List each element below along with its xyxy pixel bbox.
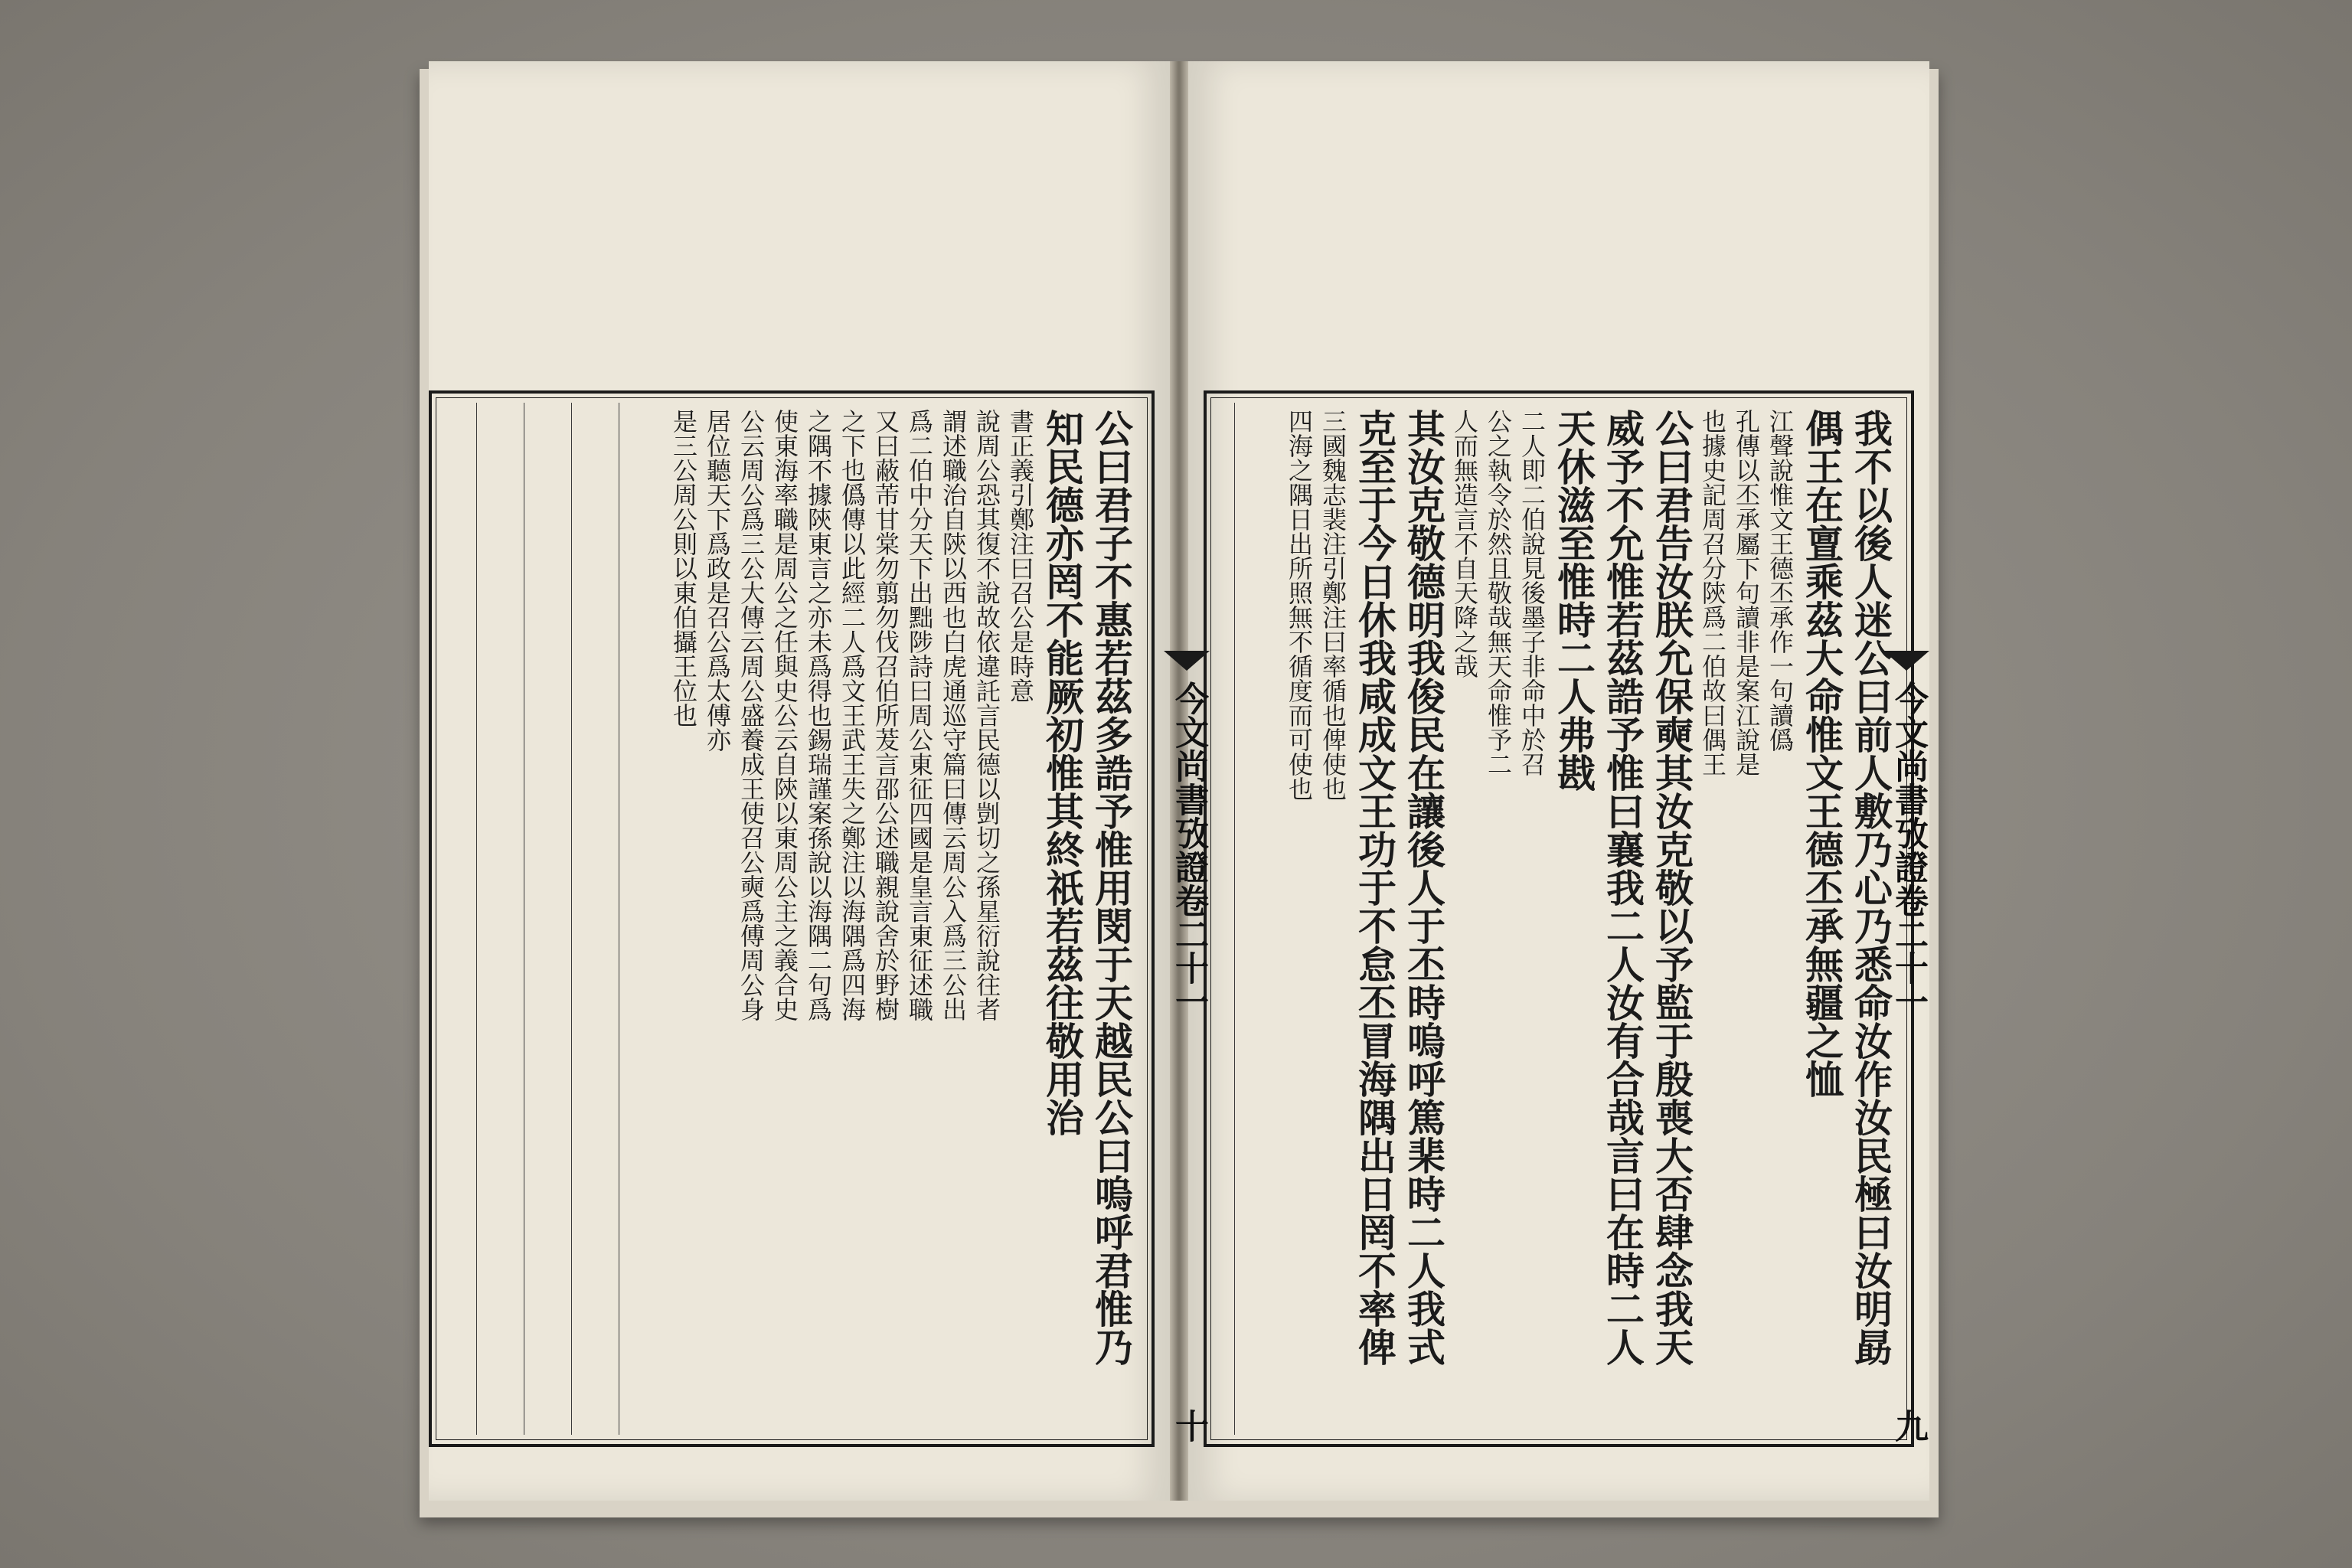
right-margin-title: 今文尚書攷證卷二十一 (1889, 681, 1928, 1018)
fish-tail-icon (1164, 651, 1210, 671)
left-page-column-12: 是三公周公則以東伯攝王位也 (669, 409, 698, 727)
right-page-column-12: 克至于今日休我咸成文王功于不怠丕冒海隅出日罔不率俾 (1352, 409, 1397, 1366)
left-page-column-4: 謂述職治自陝以西也白虎通巡守篇曰傳云周公入爲三公出 (939, 409, 968, 1021)
right-page-column-5: 公曰君告汝朕允保奭其汝克敬以予監于殷喪大否肆念我天 (1649, 409, 1694, 1366)
right-leaf-number: 九 (1889, 1409, 1928, 1442)
fish-tail-icon (1883, 651, 1929, 671)
left-page-column-2: 書正義引鄭注曰召公是時意 (1006, 409, 1035, 703)
left-page (429, 61, 1170, 1501)
right-page-column-4: 也據史記周召分陝爲二伯故曰偶王 (1698, 409, 1727, 776)
left-page-column-1: 知民德亦罔不能厥初惟其終祇若茲往敬用治 (1040, 409, 1085, 1136)
open-book (429, 61, 1929, 1516)
left-page-column-6: 又曰蔽芾甘棠勿翦勿伐召伯所茇言邵公述職親說舍於野樹 (871, 409, 900, 1021)
right-page-column-2: 江聲說惟文王德丕承作一句讀僞 (1766, 409, 1795, 752)
left-page-fold-margin (1164, 390, 1210, 1447)
left-page-column-8: 之隅不據陝東言之亦未爲得也錫瑞謹案孫說以海隅二句爲 (804, 409, 833, 1021)
column-rule (571, 403, 572, 1435)
left-page-column-0: 公曰君子不惠若茲多誥予惟用閔于天越民公曰嗚呼君惟乃 (1089, 409, 1134, 1366)
left-page-column-9: 使東海率職是周公之任與史公云自陝以東周公主之義合史 (770, 409, 799, 1021)
column-rule (476, 403, 477, 1435)
right-page-column-10: 人而無造言不自天降之哉 (1450, 409, 1479, 678)
right-page-column-14: 四海之隅日出所照無不循度而可使也 (1285, 409, 1314, 801)
right-page-column-1: 偶王在亶乘茲大命惟文王德丕承無疆之恤 (1799, 409, 1844, 1098)
right-page-column-11: 其汝克敬德明我俊民在讓後人于丕時嗚呼篤棐時二人我式 (1401, 409, 1446, 1366)
right-page-column-7: 天休滋至惟時二人弗戡 (1551, 409, 1596, 792)
left-page-column-5: 爲二伯中分天下出黜陟詩曰周公東征四國是皇言東征述職 (905, 409, 934, 1021)
right-page-column-3: 孔傳以丕承屬下句讀非是案江說是 (1732, 409, 1761, 776)
left-margin-title: 今文尚書攷證卷二十一 (1169, 681, 1208, 1018)
right-page-column-13: 三國魏志裴注引鄭注曰率循也俾使也 (1318, 409, 1348, 801)
left-leaf-number: 十 (1169, 1409, 1208, 1442)
left-page-column-7: 之下也僞傳以此經二人爲文王武王失之鄭注以海隅爲四海 (838, 409, 867, 1021)
right-page-fold-margin (1883, 390, 1929, 1447)
right-text-frame (1204, 390, 1914, 1447)
left-page-column-10: 公云周公爲三公大傳云周公盛養成王使召公奭爲傅周公身 (737, 409, 766, 1021)
right-page-column-9: 公之執令於然且敬哉無天命惟予二 (1484, 409, 1513, 776)
left-text-frame (429, 390, 1155, 1447)
right-page-column-8: 二人即二伯說見後墨子非命中於召 (1517, 409, 1547, 776)
column-rule (1234, 403, 1235, 1435)
left-page-column-11: 居位聽天下爲政是召公爲太傅亦 (703, 409, 732, 752)
right-page (1188, 61, 1929, 1501)
left-page-column-3: 說周公恐其復不說故依違託言民德以剴切之孫星衍說往者 (972, 409, 1001, 1021)
right-page-column-0: 我不以後人迷公曰前人敷乃心乃悉命汝作汝民極曰汝明勗 (1848, 409, 1893, 1366)
right-page-column-6: 威予不允惟若茲誥予惟曰襄我二人汝有合哉言曰在時二人 (1600, 409, 1645, 1366)
